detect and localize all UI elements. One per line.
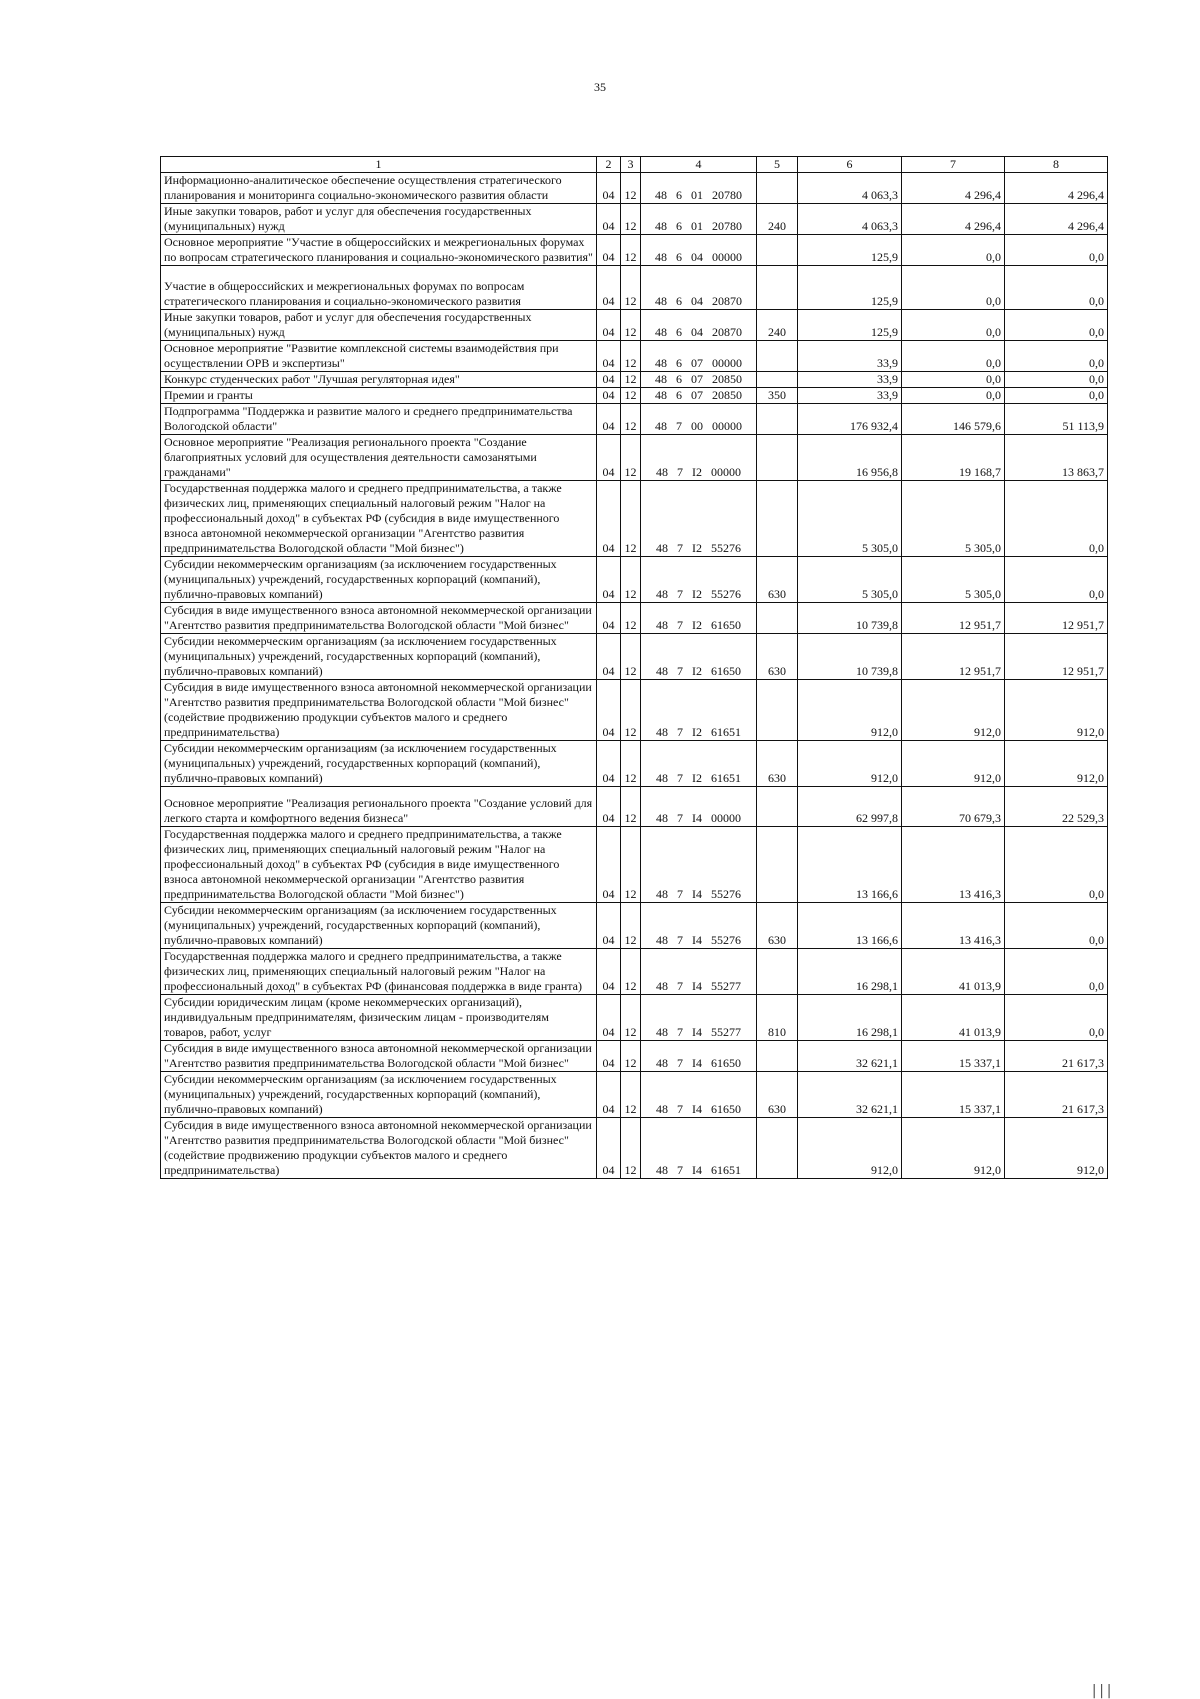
cell-section: 04 [597,404,621,435]
cell-target-article: 48 7 I2 61651 [641,741,757,787]
header-col-1: 1 [161,157,597,173]
row-name: Иные закупки товаров, работ и услуг для обеспечения государственных (муниципальных) нужд [161,310,597,341]
cell-amount-year-3: 12 951,7 [1005,634,1108,680]
cell-target-article: 48 7 I4 61650 [641,1072,757,1118]
cell-amount-year-1: 4 063,3 [798,173,902,204]
table-row [161,1118,1108,1179]
cell-section: 04 [597,1072,621,1118]
cell-amount-year-2: 12 951,7 [902,603,1005,634]
cell-target-article: 48 6 07 00000 [641,341,757,372]
table-row [161,741,1108,787]
row-name: Субсидия в виде имущественного взноса автономной некоммерческой организации "Агентство развития предпринимательства Вологодской области "Мой бизнес" [161,1041,597,1072]
cell-target-article: 48 7 I2 61650 [641,634,757,680]
cell-expense-type [757,341,798,372]
cell-subsection: 12 [621,341,641,372]
cell-amount-year-3: 912,0 [1005,741,1108,787]
cell-amount-year-3: 21 617,3 [1005,1072,1108,1118]
cell-amount-year-2: 13 416,3 [902,827,1005,903]
cell-subsection: 12 [621,603,641,634]
row-name: Субсидии некоммерческим организациям (за исключением государственных (муниципальных) учреждений, государственных корпораций (компаний), публично-правовых компаний) [161,634,597,680]
table-row [161,435,1108,481]
cell-expense-type: 630 [757,634,798,680]
table-row [161,404,1108,435]
row-name: Субсидии некоммерческим организациям (за исключением государственных (муниципальных) учреждений, государственных корпораций (компаний), публично-правовых компаний) [161,741,597,787]
cell-target-article: 48 7 I4 55276 [641,903,757,949]
row-name: Субсидии некоммерческим организациям (за исключением государственных (муниципальных) учреждений, государственных корпораций (компаний), публично-правовых компаний) [161,903,597,949]
cell-subsection: 12 [621,481,641,557]
row-name: Государственная поддержка малого и среднего предпринимательства, а также физических лиц, применяющих специальный налоговый режим "Налог на профессиональный доход" в субъектах РФ (субсидия в виде имущественного взноса автономной некоммерческой организации "Агентство развития предпринимательства Вологодской области "Мой бизнес") [161,481,597,557]
header-col-6: 6 [798,157,902,173]
row-name: Государственная поддержка малого и среднего предпринимательства, а также физических лиц, применяющих специальный налоговый режим "Налог на профессиональный доход" в субъектах РФ (финансовая поддержка в виде гранта) [161,949,597,995]
cell-amount-year-1: 125,9 [798,310,902,341]
cell-section: 04 [597,341,621,372]
cell-expense-type [757,1118,798,1179]
cell-amount-year-2: 146 579,6 [902,404,1005,435]
cell-amount-year-2: 912,0 [902,680,1005,741]
cell-section: 04 [597,173,621,204]
cell-amount-year-3: 0,0 [1005,827,1108,903]
cell-amount-year-1: 62 997,8 [798,787,902,827]
table-row [161,481,1108,557]
table-row [161,204,1108,235]
row-name: Основное мероприятие "Реализация регионального проекта "Создание условий для легкого старта и комфортного ведения бизнеса" [161,787,597,827]
table-row [161,1041,1108,1072]
table-row [161,266,1108,310]
cell-target-article: 48 6 04 20870 [641,310,757,341]
table-row [161,173,1108,204]
cell-section: 04 [597,603,621,634]
cell-amount-year-3: 912,0 [1005,680,1108,741]
cell-amount-year-1: 32 621,1 [798,1072,902,1118]
cell-amount-year-3: 51 113,9 [1005,404,1108,435]
row-name: Государственная поддержка малого и среднего предпринимательства, а также физических лиц, применяющих специальный налоговый режим "Налог на профессиональный доход" в субъектах РФ (субсидия в виде имущественного взноса автономной некоммерческой организации "Агентство развития предпринимательства Вологодской области "Мой бизнес") [161,827,597,903]
cell-expense-type [757,1041,798,1072]
cell-amount-year-1: 176 932,4 [798,404,902,435]
cell-amount-year-2: 15 337,1 [902,1072,1005,1118]
row-name: Участие в общероссийских и межрегиональных форумах по вопросам стратегического планирования и социально-экономического развития [161,266,597,310]
cell-amount-year-1: 4 063,3 [798,204,902,235]
cell-amount-year-2: 15 337,1 [902,1041,1005,1072]
table-row [161,903,1108,949]
cell-amount-year-1: 10 739,8 [798,603,902,634]
table-row [161,603,1108,634]
cell-section: 04 [597,266,621,310]
row-name: Субсидия в виде имущественного взноса автономной некоммерческой организации "Агентство развития предпринимательства Вологодской области "Мой бизнес" [161,603,597,634]
cell-expense-type [757,435,798,481]
header-col-7: 7 [902,157,1005,173]
cell-section: 04 [597,372,621,388]
cell-target-article: 48 7 I2 00000 [641,435,757,481]
cell-amount-year-2: 0,0 [902,341,1005,372]
cell-subsection: 12 [621,404,641,435]
cell-amount-year-3: 0,0 [1005,266,1108,310]
cell-amount-year-2: 4 296,4 [902,173,1005,204]
cell-amount-year-3: 0,0 [1005,481,1108,557]
cell-expense-type [757,372,798,388]
cell-amount-year-1: 5 305,0 [798,557,902,603]
cell-amount-year-1: 33,9 [798,388,902,404]
header-col-2: 2 [597,157,621,173]
cell-amount-year-3: 4 296,4 [1005,173,1108,204]
cell-amount-year-1: 33,9 [798,341,902,372]
row-name: Субсидия в виде имущественного взноса автономной некоммерческой организации "Агентство развития предпринимательства Вологодской области "Мой бизнес" (содействие продвижению продукции субъектов малого и среднего предпринимательства) [161,680,597,741]
cell-amount-year-1: 10 739,8 [798,634,902,680]
table-row [161,949,1108,995]
cell-subsection: 12 [621,634,641,680]
cell-expense-type: 240 [757,310,798,341]
cell-subsection: 12 [621,1118,641,1179]
header-row [161,157,1108,173]
cell-section: 04 [597,481,621,557]
header-col-4: 4 [641,157,757,173]
cell-amount-year-3: 912,0 [1005,1118,1108,1179]
cell-section: 04 [597,310,621,341]
table-row [161,341,1108,372]
cell-amount-year-3: 13 863,7 [1005,435,1108,481]
cell-subsection: 12 [621,827,641,903]
cell-amount-year-3: 0,0 [1005,372,1108,388]
cell-subsection: 12 [621,1041,641,1072]
cell-subsection: 12 [621,787,641,827]
cell-amount-year-1: 16 956,8 [798,435,902,481]
row-name: Основное мероприятие "Реализация регионального проекта "Создание благоприятных условий для осуществления деятельности самозанятыми гражданами" [161,435,597,481]
budget-table [160,156,1108,1179]
table-body [161,173,1108,1179]
table-row [161,995,1108,1041]
cell-amount-year-2: 0,0 [902,388,1005,404]
cell-target-article: 48 6 07 20850 [641,372,757,388]
cell-amount-year-1: 33,9 [798,372,902,388]
header-col-3: 3 [621,157,641,173]
cell-expense-type: 630 [757,903,798,949]
cell-target-article: 48 6 07 20850 [641,388,757,404]
page-number: 35 [594,80,606,94]
cell-amount-year-3: 0,0 [1005,903,1108,949]
cell-amount-year-1: 16 298,1 [798,949,902,995]
cell-expense-type [757,235,798,266]
cell-amount-year-2: 41 013,9 [902,949,1005,995]
row-name: Конкурс студенческих работ "Лучшая регуляторная идея" [161,372,597,388]
cell-subsection: 12 [621,173,641,204]
cell-amount-year-1: 5 305,0 [798,481,902,557]
row-name: Основное мероприятие "Участие в общероссийских и межрегиональных форумах по вопросам стратегического планирования и социально-экономического развития" [161,235,597,266]
row-name: Субсидии юридическим лицам (кроме некоммерческих организаций), индивидуальным предпринимателям, физическим лицам - производителям товаров, работ, услуг [161,995,597,1041]
cell-target-article: 48 7 00 00000 [641,404,757,435]
cell-expense-type [757,827,798,903]
cell-amount-year-1: 125,9 [798,235,902,266]
cell-section: 04 [597,634,621,680]
cell-subsection: 12 [621,372,641,388]
table-row [161,388,1108,404]
row-name: Подпрограмма "Поддержка и развитие малого и среднего предпринимательства Вологодской области" [161,404,597,435]
cell-amount-year-1: 13 166,6 [798,827,902,903]
cell-expense-type [757,266,798,310]
cell-section: 04 [597,1041,621,1072]
cell-section: 04 [597,995,621,1041]
cell-amount-year-2: 5 305,0 [902,481,1005,557]
header-col-5: 5 [757,157,798,173]
cell-amount-year-2: 0,0 [902,235,1005,266]
cell-amount-year-3: 22 529,3 [1005,787,1108,827]
cell-expense-type: 630 [757,741,798,787]
cell-subsection: 12 [621,310,641,341]
cell-expense-type [757,603,798,634]
cell-expense-type: 240 [757,204,798,235]
cell-amount-year-1: 13 166,6 [798,903,902,949]
table-row [161,557,1108,603]
row-name: Субсидия в виде имущественного взноса автономной некоммерческой организации "Агентство развития предпринимательства Вологодской области "Мой бизнес" (содействие продвижению продукции субъектов малого и среднего предпринимательства) [161,1118,597,1179]
cell-amount-year-2: 41 013,9 [902,995,1005,1041]
cell-section: 04 [597,388,621,404]
cell-amount-year-3: 4 296,4 [1005,204,1108,235]
cell-amount-year-3: 0,0 [1005,235,1108,266]
cell-amount-year-3: 0,0 [1005,949,1108,995]
cell-expense-type: 630 [757,1072,798,1118]
scan-mark: ||| [1090,1683,1113,1699]
row-name: Субсидии некоммерческим организациям (за исключением государственных (муниципальных) учреждений, государственных корпораций (компаний), публично-правовых компаний) [161,557,597,603]
cell-section: 04 [597,680,621,741]
cell-subsection: 12 [621,235,641,266]
cell-expense-type: 350 [757,388,798,404]
cell-amount-year-1: 912,0 [798,680,902,741]
cell-target-article: 48 7 I2 55276 [641,481,757,557]
cell-expense-type [757,680,798,741]
cell-amount-year-3: 12 951,7 [1005,603,1108,634]
cell-section: 04 [597,949,621,995]
cell-target-article: 48 6 04 20870 [641,266,757,310]
cell-amount-year-2: 912,0 [902,1118,1005,1179]
row-name: Субсидии некоммерческим организациям (за исключением государственных (муниципальных) учреждений, государственных корпораций (компаний), публично-правовых компаний) [161,1072,597,1118]
cell-section: 04 [597,204,621,235]
cell-section: 04 [597,827,621,903]
header-col-8: 8 [1005,157,1108,173]
cell-amount-year-3: 0,0 [1005,557,1108,603]
cell-subsection: 12 [621,680,641,741]
cell-target-article: 48 7 I4 55277 [641,995,757,1041]
cell-expense-type [757,787,798,827]
cell-amount-year-1: 32 621,1 [798,1041,902,1072]
cell-amount-year-3: 0,0 [1005,341,1108,372]
cell-subsection: 12 [621,557,641,603]
cell-amount-year-2: 0,0 [902,372,1005,388]
cell-section: 04 [597,787,621,827]
cell-section: 04 [597,903,621,949]
cell-amount-year-1: 912,0 [798,741,902,787]
cell-section: 04 [597,235,621,266]
cell-target-article: 48 7 I4 61651 [641,1118,757,1179]
cell-subsection: 12 [621,266,641,310]
cell-target-article: 48 7 I4 00000 [641,787,757,827]
table-row [161,1072,1108,1118]
cell-section: 04 [597,435,621,481]
cell-expense-type [757,481,798,557]
cell-amount-year-2: 13 416,3 [902,903,1005,949]
cell-subsection: 12 [621,204,641,235]
cell-subsection: 12 [621,435,641,481]
cell-target-article: 48 6 01 20780 [641,204,757,235]
row-name: Основное мероприятие "Развитие комплексной системы взаимодействия при осуществлении ОРВ и экспертизы" [161,341,597,372]
cell-expense-type: 630 [757,557,798,603]
table-row [161,634,1108,680]
cell-subsection: 12 [621,903,641,949]
cell-target-article: 48 7 I4 55276 [641,827,757,903]
cell-expense-type [757,949,798,995]
cell-amount-year-2: 70 679,3 [902,787,1005,827]
cell-target-article: 48 7 I4 55277 [641,949,757,995]
table-row [161,372,1108,388]
cell-amount-year-2: 5 305,0 [902,557,1005,603]
cell-target-article: 48 6 01 20780 [641,173,757,204]
cell-subsection: 12 [621,388,641,404]
cell-section: 04 [597,1118,621,1179]
cell-expense-type [757,173,798,204]
table-row [161,235,1108,266]
cell-target-article: 48 7 I2 55276 [641,557,757,603]
row-name: Иные закупки товаров, работ и услуг для обеспечения государственных (муниципальных) нужд [161,204,597,235]
cell-section: 04 [597,741,621,787]
table-row [161,787,1108,827]
cell-target-article: 48 7 I2 61651 [641,680,757,741]
cell-subsection: 12 [621,995,641,1041]
cell-subsection: 12 [621,1072,641,1118]
cell-target-article: 48 7 I2 61650 [641,603,757,634]
table-row [161,680,1108,741]
cell-subsection: 12 [621,949,641,995]
cell-amount-year-2: 19 168,7 [902,435,1005,481]
cell-amount-year-3: 0,0 [1005,310,1108,341]
table-row [161,310,1108,341]
cell-section: 04 [597,557,621,603]
cell-amount-year-1: 125,9 [798,266,902,310]
cell-amount-year-1: 912,0 [798,1118,902,1179]
cell-amount-year-2: 0,0 [902,266,1005,310]
cell-amount-year-2: 0,0 [902,310,1005,341]
row-name: Информационно-аналитическое обеспечение осуществления стратегического планирования и мониторинга социально-экономического развития области [161,173,597,204]
cell-expense-type [757,404,798,435]
row-name: Премии и гранты [161,388,597,404]
table-row [161,827,1108,903]
cell-expense-type: 810 [757,995,798,1041]
cell-amount-year-2: 912,0 [902,741,1005,787]
cell-amount-year-2: 12 951,7 [902,634,1005,680]
cell-target-article: 48 6 04 00000 [641,235,757,266]
cell-amount-year-3: 0,0 [1005,995,1108,1041]
cell-target-article: 48 7 I4 61650 [641,1041,757,1072]
cell-amount-year-2: 4 296,4 [902,204,1005,235]
cell-subsection: 12 [621,741,641,787]
cell-amount-year-1: 16 298,1 [798,995,902,1041]
cell-amount-year-3: 0,0 [1005,388,1108,404]
cell-amount-year-3: 21 617,3 [1005,1041,1108,1072]
